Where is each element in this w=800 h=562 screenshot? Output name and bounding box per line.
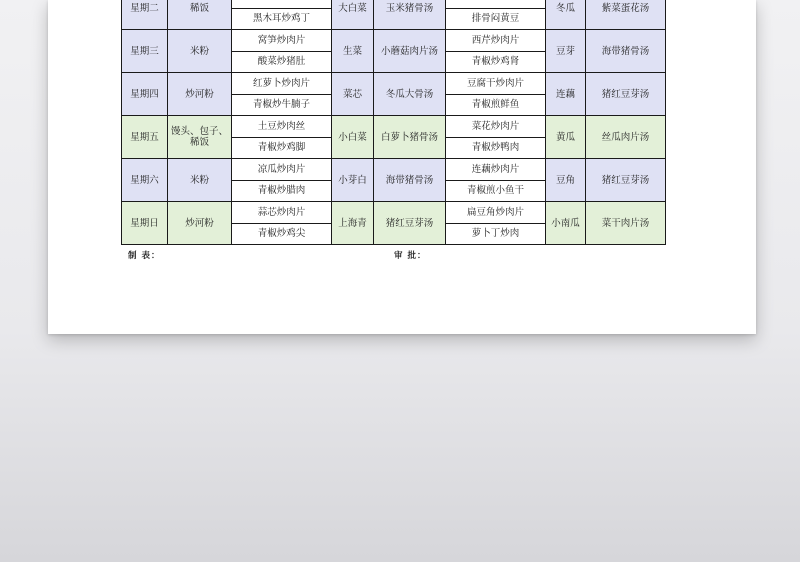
dinner-soup-cell: 丝瓜肉片汤 <box>586 116 666 159</box>
lunch-vegetable-cell: 大白菜 <box>332 0 374 30</box>
day-cell: 星期六 <box>122 159 168 202</box>
dinner-vegetable-cell: 冬瓜 <box>546 0 586 30</box>
lunch-soup-cell: 猪红豆芽汤 <box>374 202 446 245</box>
staple-cell: 馒头、包子、稀饭 <box>168 116 232 159</box>
lunch-dish-cell <box>232 0 332 8</box>
dinner-soup-cell: 海带猪骨汤 <box>586 30 666 73</box>
staple-cell: 炒河粉 <box>168 202 232 245</box>
dinner-vegetable-cell: 豆芽 <box>546 30 586 73</box>
staple-cell: 炒河粉 <box>168 73 232 116</box>
lunch-dish-cell: 青椒炒牛腩子 <box>232 94 332 116</box>
dinner-dish-cell: 扁豆角炒肉片 <box>446 202 546 224</box>
lunch-dish-cell: 青椒炒腊肉 <box>232 180 332 202</box>
dinner-dish-cell: 青椒炒鸭肉 <box>446 137 546 159</box>
dinner-soup-cell: 猪红豆芽汤 <box>586 159 666 202</box>
menu-row <box>122 73 666 95</box>
lunch-dish-cell: 土豆炒肉丝 <box>232 116 332 138</box>
day-cell: 星期二 <box>122 0 168 30</box>
lunch-dish-cell: 红萝卜炒肉片 <box>232 73 332 95</box>
lunch-vegetable-cell: 小芽白 <box>332 159 374 202</box>
dinner-soup-cell: 猪红豆芽汤 <box>586 73 666 116</box>
lunch-dish-cell: 青椒炒鸡脚 <box>232 137 332 159</box>
day-cell: 星期五 <box>122 116 168 159</box>
dinner-vegetable-cell: 小南瓜 <box>546 202 586 245</box>
lunch-vegetable-cell: 菜芯 <box>332 73 374 116</box>
day-cell: 星期四 <box>122 73 168 116</box>
menu-row <box>122 202 666 224</box>
dinner-vegetable-cell: 豆角 <box>546 159 586 202</box>
dinner-dish-cell: 菜花炒肉片 <box>446 116 546 138</box>
lunch-soup-cell: 白萝卜猪骨汤 <box>374 116 446 159</box>
approver-label: 审 批： <box>394 251 427 261</box>
day-cell: 星期日 <box>122 202 168 245</box>
day-cell: 星期三 <box>122 30 168 73</box>
menu-row <box>122 30 666 52</box>
menu-row <box>122 159 666 181</box>
weekly-menu-table <box>121 0 666 245</box>
dinner-dish-cell: 西芹炒肉片 <box>446 30 546 52</box>
lunch-soup-cell: 冬瓜大骨汤 <box>374 73 446 116</box>
dinner-vegetable-cell: 连藕 <box>546 73 586 116</box>
lunch-soup-cell: 小蘑菇肉片汤 <box>374 30 446 73</box>
dinner-soup-cell: 菜干肉片汤 <box>586 202 666 245</box>
dinner-dish-cell <box>446 0 546 8</box>
lunch-soup-cell: 海带猪骨汤 <box>374 159 446 202</box>
dinner-dish-cell: 连藕炒肉片 <box>446 159 546 181</box>
dinner-soup-cell: 紫菜蛋花汤 <box>586 0 666 30</box>
menu-row <box>122 0 666 8</box>
dinner-dish-cell: 青椒煎小鱼干 <box>446 180 546 202</box>
staple-cell: 米粉 <box>168 30 232 73</box>
menu-row <box>122 116 666 138</box>
dinner-dish-cell: 排骨闷黄豆 <box>446 8 546 30</box>
lunch-dish-cell: 凉瓜炒肉片 <box>232 159 332 181</box>
staple-cell: 米粉 <box>168 159 232 202</box>
lunch-dish-cell: 窝笋炒肉片 <box>232 30 332 52</box>
lunch-vegetable-cell: 生菜 <box>332 30 374 73</box>
lunch-dish-cell: 青椒炒鸡尖 <box>232 223 332 245</box>
dinner-dish-cell: 萝卜丁炒肉 <box>446 223 546 245</box>
lunch-vegetable-cell: 上海青 <box>332 202 374 245</box>
lunch-dish-cell: 黑木耳炒鸡丁 <box>232 8 332 30</box>
maker-label: 制 表： <box>128 251 161 261</box>
dinner-dish-cell: 豆腐干炒肉片 <box>446 73 546 95</box>
lunch-dish-cell: 酸菜炒猪肚 <box>232 51 332 73</box>
dinner-dish-cell: 青椒炒鸡肾 <box>446 51 546 73</box>
lunch-vegetable-cell: 小白菜 <box>332 116 374 159</box>
document-page <box>48 0 756 334</box>
lunch-dish-cell: 蒜芯炒肉片 <box>232 202 332 224</box>
dinner-vegetable-cell: 黄瓜 <box>546 116 586 159</box>
lunch-soup-cell: 玉米猪骨汤 <box>374 0 446 30</box>
dinner-dish-cell: 青椒煎鲜鱼 <box>446 94 546 116</box>
staple-cell: 稀饭 <box>168 0 232 30</box>
